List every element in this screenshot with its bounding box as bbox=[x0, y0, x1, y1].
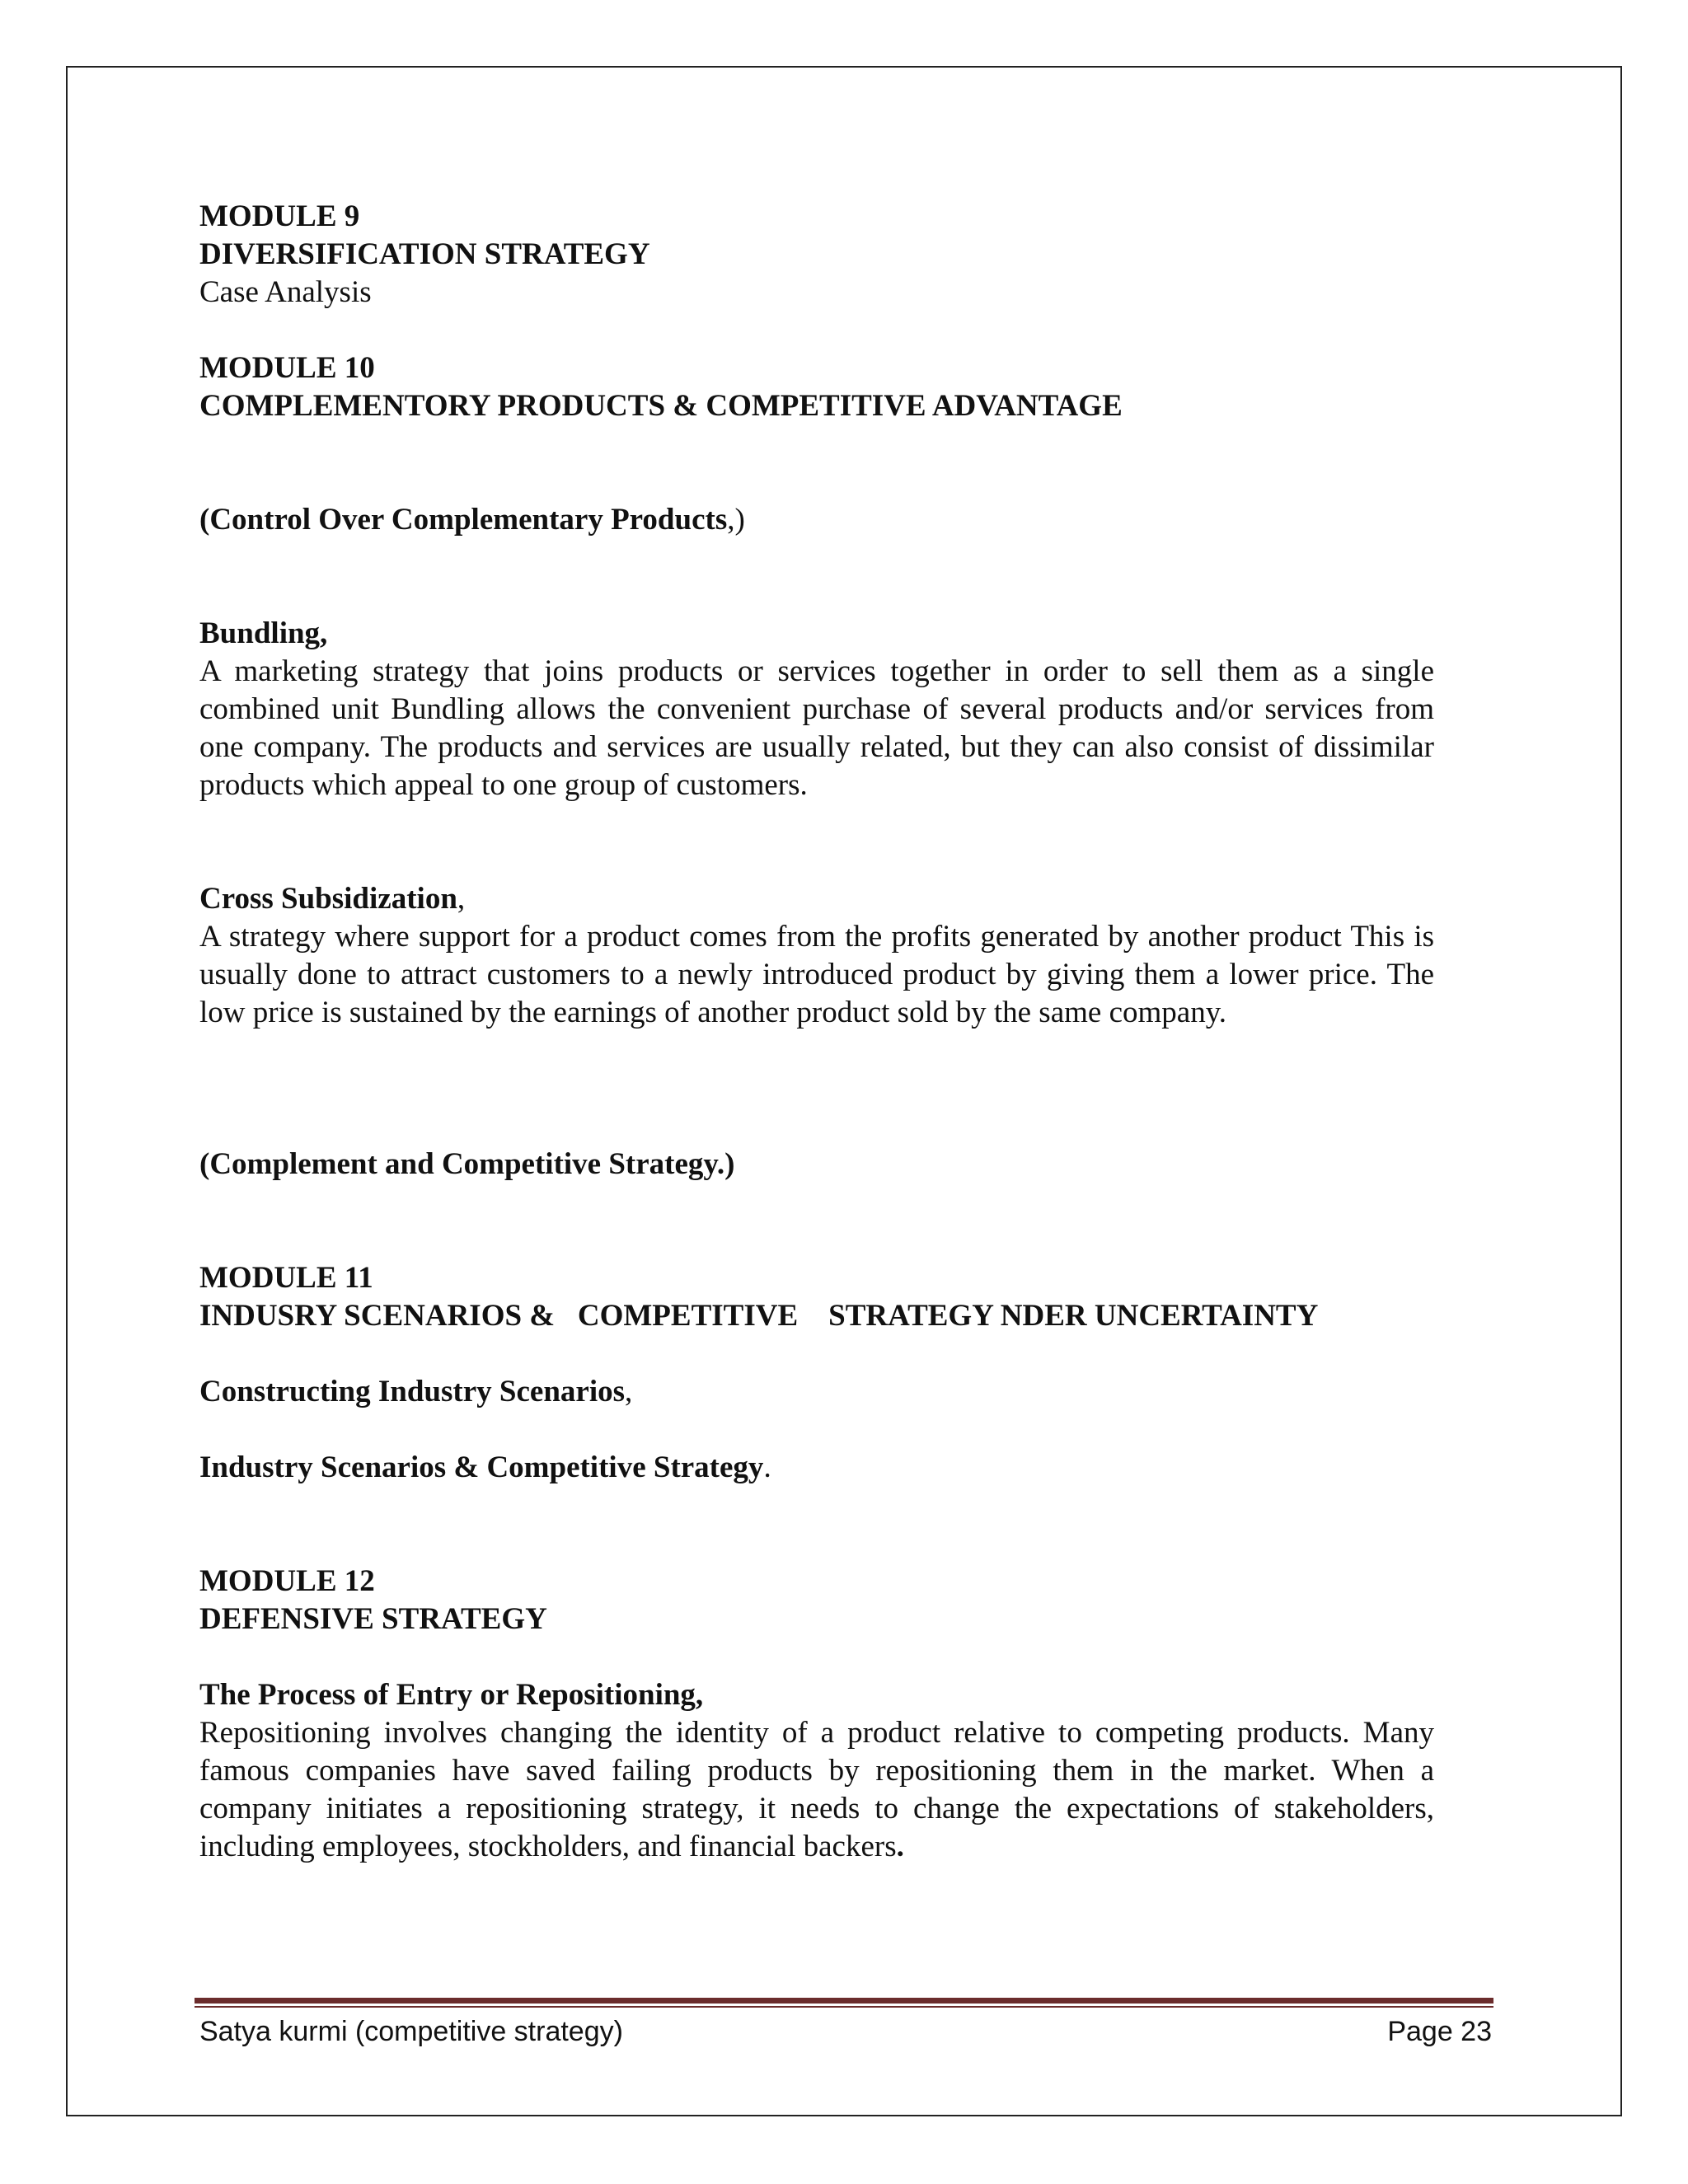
entry-repositioning-heading: The Process of Entry or Repositioning, bbox=[199, 1678, 704, 1712]
footer-rule bbox=[195, 1998, 1493, 2008]
module-9-title: DIVERSIFICATION STRATEGY bbox=[199, 237, 650, 271]
cross-label: Cross Subsidization bbox=[199, 882, 457, 916]
page-footer bbox=[199, 2011, 1492, 2052]
cross-subsidization-heading bbox=[199, 880, 1434, 918]
industry-scenarios-competitive-strategy bbox=[199, 1449, 1434, 1487]
module-11-title: INDUSRY SCENARIOS & COMPETITIVE STRATEGY NDER UNCERTAINTY bbox=[199, 1299, 1319, 1333]
module-9-subtitle: Case Analysis bbox=[199, 275, 372, 309]
entry-text: Repositioning involves changing the identity of a product relative to competing products. Many famous companies have saved failing products by repositioning them in the market. When a company initiates a repositioning strategy, it needs to change the expectations of stakeholders, including employees, stockholders, and financial backers bbox=[199, 1716, 1434, 1863]
entry-repositioning-paragraph bbox=[199, 1714, 1434, 1866]
page-number: Page 23 bbox=[1387, 2016, 1492, 2047]
cross-tail: , bbox=[457, 882, 466, 916]
control-tail: ,) bbox=[727, 503, 745, 537]
bundling-paragraph: A marketing strategy that joins products or services together in order to sell them as a single combined unit Bundling allows the convenient purchase of several products and/or services from one company. The products and services are usually related, but they can also consist of dissimilar products which appeal to one group of customers. bbox=[199, 654, 1434, 802]
cross-subsidization-paragraph: A strategy where support for a product comes from the profits generated by another product This is usually done to attract customers to a newly introduced product by giving them a lower price. The low price is sustained by the earnings of another product sold by the same company. bbox=[199, 920, 1434, 1029]
module-10-title: COMPLEMENTORY PRODUCTS & COMPETITIVE ADVANTAGE bbox=[199, 389, 1123, 423]
module-11-heading: MODULE 11 bbox=[199, 1261, 373, 1295]
page-content bbox=[199, 198, 1434, 1866]
item1-tail: , bbox=[625, 1375, 633, 1408]
entry-end: . bbox=[896, 1830, 904, 1863]
complement-and-competitive-strategy: (Complement and Competitive Strategy.) bbox=[199, 1147, 735, 1181]
control-over-complementary-products bbox=[199, 501, 1434, 539]
footer-author: Satya kurmi (competitive strategy) bbox=[199, 2016, 623, 2047]
module-9-heading: MODULE 9 bbox=[199, 199, 360, 233]
item2-tail: . bbox=[763, 1451, 771, 1484]
item1-label: Constructing Industry Scenarios bbox=[199, 1375, 625, 1408]
control-label: (Control Over Complementary Products bbox=[199, 503, 728, 537]
module-12-heading: MODULE 12 bbox=[199, 1564, 375, 1598]
module-10-heading: MODULE 10 bbox=[199, 351, 375, 385]
module-12-title: DEFENSIVE STRATEGY bbox=[199, 1602, 547, 1636]
bundling-heading: Bundling, bbox=[199, 616, 328, 650]
item2-label: Industry Scenarios & Competitive Strategy bbox=[199, 1451, 764, 1484]
constructing-industry-scenarios bbox=[199, 1373, 1434, 1411]
